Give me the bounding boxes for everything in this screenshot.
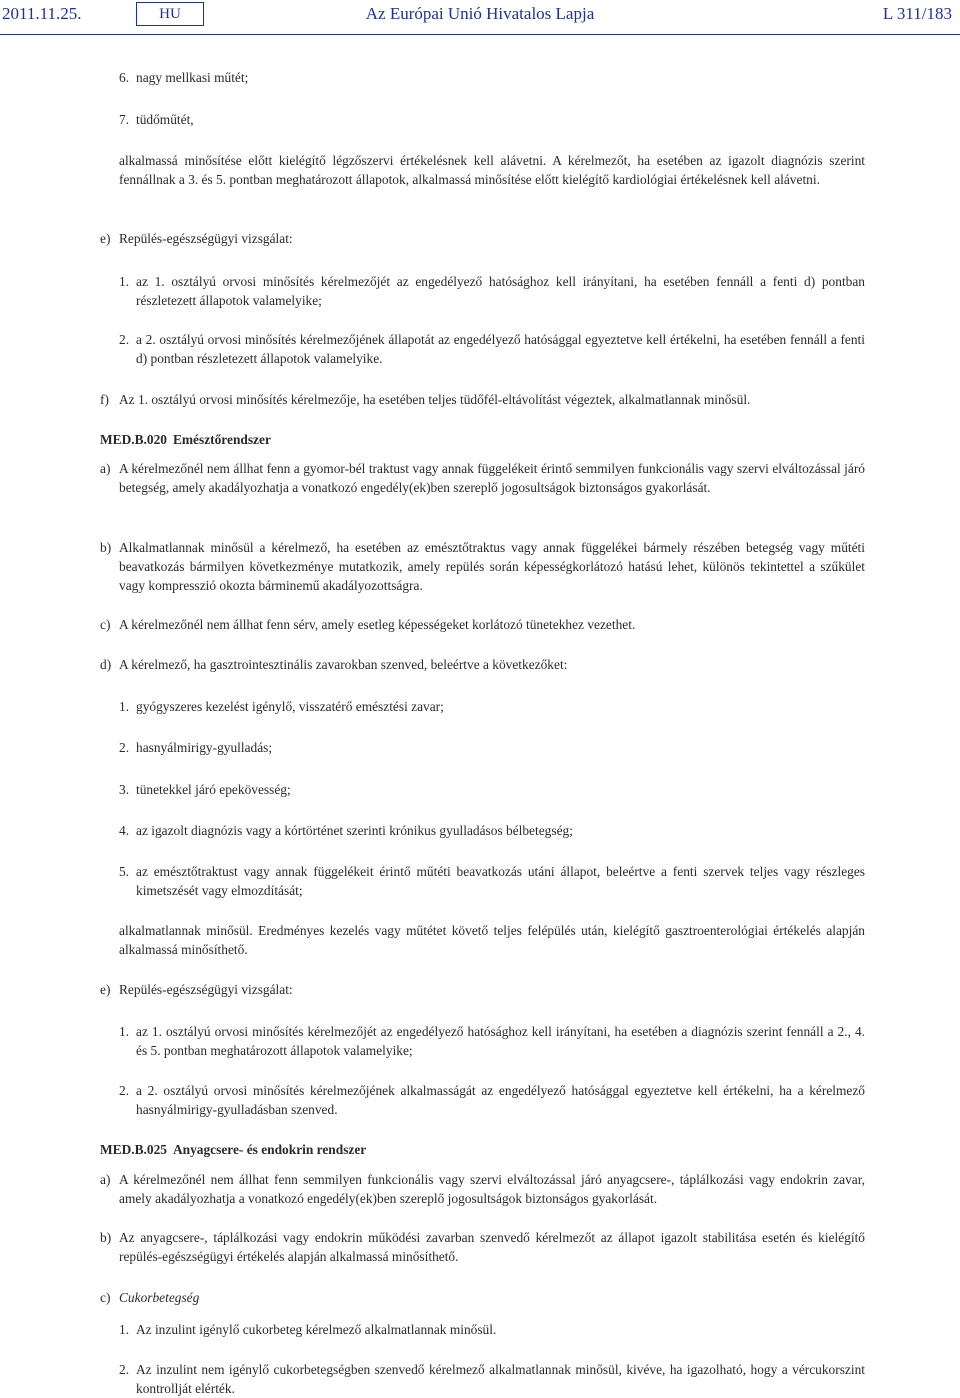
- item-label: a): [100, 461, 111, 476]
- item-label: 6.: [119, 70, 130, 85]
- section-title: Anyagcsere- és endokrin rendszer: [172, 1142, 367, 1157]
- item-label: 2.: [119, 1362, 130, 1377]
- header-divider: [0, 34, 960, 35]
- item-label: 3.: [119, 782, 130, 797]
- section-code: MED.B.025: [100, 1142, 167, 1157]
- item-label: 2.: [119, 740, 130, 755]
- item-text: Az anyagcsere-, táplálkozási vagy endokrin működési zavarban szenvedő kérelmezőt az állapot igazolt stabilitása esetén és kielégítő repülés-egészségügyi értékelés alapján alkalmassá minősíthető.: [119, 1230, 865, 1264]
- section-heading-025: [100, 1140, 366, 1159]
- item-label: 1.: [119, 274, 130, 289]
- item-label: d): [100, 657, 112, 672]
- journal-title: Az Európai Unió Hivatalos Lapja: [365, 4, 595, 23]
- item-label: c): [100, 1290, 111, 1305]
- section-title: Emésztőrendszer: [172, 432, 271, 447]
- item-text: A kérelmezőnél nem állhat fenn semmilyen funkcionális vagy szervi elváltozással járó anyagcsere-, táplálkozási vagy endokrin zavar, amely akadályozhatja a vonatkozó engedély(ek)ben szereplő jogosultságok biztonságos gyakorlását.: [119, 1172, 865, 1206]
- item-text: az 1. osztályú orvosi minősítés kérelmezőjét az engedélyező hatósághoz kell irányítani, ha esetében fennáll a fenti d) pontban részletezett állapotok valamelyike;: [136, 274, 865, 308]
- item-text: az emésztőtraktust vagy annak függelékeit érintő műtéti beavatkozás utáni állapot, beleértve a fenti szervek teljes vagy részleges kimetszését vagy elmozdítását;: [136, 864, 865, 898]
- page-number: L 311/183: [882, 4, 952, 23]
- item-label: 7.: [119, 112, 130, 127]
- item-label: f): [100, 392, 109, 407]
- page-header: [0, 0, 960, 36]
- paragraph: alkalmassá minősítése előtt kielégítő légzőszervi értékelésnek kell alávetni. A kérelmezőt, ha esetében az igazolt diagnózis szerint fennállnak a 3. és 5. pontban meghatározott állapotok, alkalmassá minősítése előtt kielégítő kardiológiai értékelésnek kell alávetni.: [119, 153, 865, 187]
- item-text: az 1. osztályú orvosi minősítés kérelmezőjét az engedélyező hatósághoz kell irányítani, ha esetében a diagnózis szerint fennáll a 2., 4. és 5. pontban meghatározott állapotok valamelyike;: [136, 1024, 865, 1058]
- item-text: Az inzulint igénylő cukorbeteg kérelmező alkalmatlannak minősül.: [136, 1322, 497, 1337]
- publication-date: 2011.11.25.: [2, 4, 82, 23]
- item-label: e): [100, 982, 111, 997]
- item-text: hasnyálmirigy-gyulladás;: [136, 740, 273, 755]
- item-text: tüdőműtét,: [136, 112, 194, 127]
- item-text: gyógyszeres kezelést igénylő, visszatérő emésztési zavar;: [136, 699, 444, 714]
- item-text: tünetekkel járó epekövesség;: [136, 782, 291, 797]
- item-text: Az inzulint nem igénylő cukorbetegségben szenvedő kérelmező alkalmatlannak minősül, kivéve, ha igazolható, hogy a vércukorszint kontrollját elérték.: [136, 1362, 865, 1396]
- item-label: e): [100, 231, 111, 246]
- item-label: 1.: [119, 1322, 130, 1337]
- subheading: Repülés-egészségügyi vizsgálat:: [119, 231, 293, 246]
- item-text: A kérelmezőnél nem állhat fenn sérv, amely esetleg képességeket korlátozó tünetekhez vezethet.: [119, 617, 636, 632]
- item-text: az igazolt diagnózis vagy a kórtörténet szerinti krónikus gyulladásos bélbetegség;: [136, 823, 573, 838]
- item-label: 4.: [119, 823, 130, 838]
- paragraph: alkalmatlannak minősül. Eredményes kezelés vagy műtétet követő teljes felépülés után, kielégítő gasztroenterológiai értékelés alapján alkalmassá minősíthető.: [119, 923, 865, 957]
- item-label: 1.: [119, 699, 130, 714]
- item-label: b): [100, 1230, 112, 1245]
- item-label: c): [100, 617, 111, 632]
- item-text: a 2. osztályú orvosi minősítés kérelmezőjének állapotát az engedélyező hatósággal egyeztetve kell értékelni, ha esetében fennáll a fenti d) pontban részletezett állapotok valamelyike.: [136, 332, 865, 366]
- item-text: A kérelmezőnél nem állhat fenn a gyomor-bél traktust vagy annak függelékeit érintő semmilyen funkcionális vagy szervi elváltozással járó betegség, amely akadályozhatja a vonatkozó engedély(ek)ben szereplő jogosultságok biztonságos gyakorlását.: [119, 461, 865, 495]
- item-label: b): [100, 540, 112, 555]
- language-code-box: HU: [136, 2, 204, 26]
- item-text: A kérelmező, ha gasztrointesztinális zavarokban szenved, beleértve a következőket:: [119, 657, 568, 672]
- item-label: 5.: [119, 864, 130, 879]
- section-code: MED.B.020: [100, 432, 167, 447]
- item-text: nagy mellkasi műtét;: [136, 70, 249, 85]
- section-heading-020: [100, 430, 271, 449]
- item-text: Cukorbetegség: [119, 1290, 200, 1305]
- item-text: Az 1. osztályú orvosi minősítés kérelmezője, ha esetében teljes tüdőfél-eltávolítást végeztek, alkalmatlannak minősül.: [119, 392, 751, 407]
- item-label: 2.: [119, 332, 130, 347]
- item-label: 2.: [119, 1083, 130, 1098]
- item-text: a 2. osztályú orvosi minősítés kérelmezőjének alkalmasságát az engedélyező hatósággal egyeztetve kell értékelni, ha a kérelmező hasnyálmirigy-gyulladásban szenved.: [136, 1083, 865, 1117]
- item-label: 1.: [119, 1024, 130, 1039]
- item-label: a): [100, 1172, 111, 1187]
- subheading: Repülés-egészségügyi vizsgálat:: [119, 982, 293, 997]
- item-text: Alkalmatlannak minősül a kérelmező, ha esetében az emésztőtraktus vagy annak függelékei bármely részében betegség vagy műtéti beavatkozás bármilyen következménye mutatkozik, amely repülés során képességkorlátozó hatású lehet, különös tekintettel a szűkület vagy kompresszió okozta bárminemű akadályozottságra.: [119, 540, 865, 593]
